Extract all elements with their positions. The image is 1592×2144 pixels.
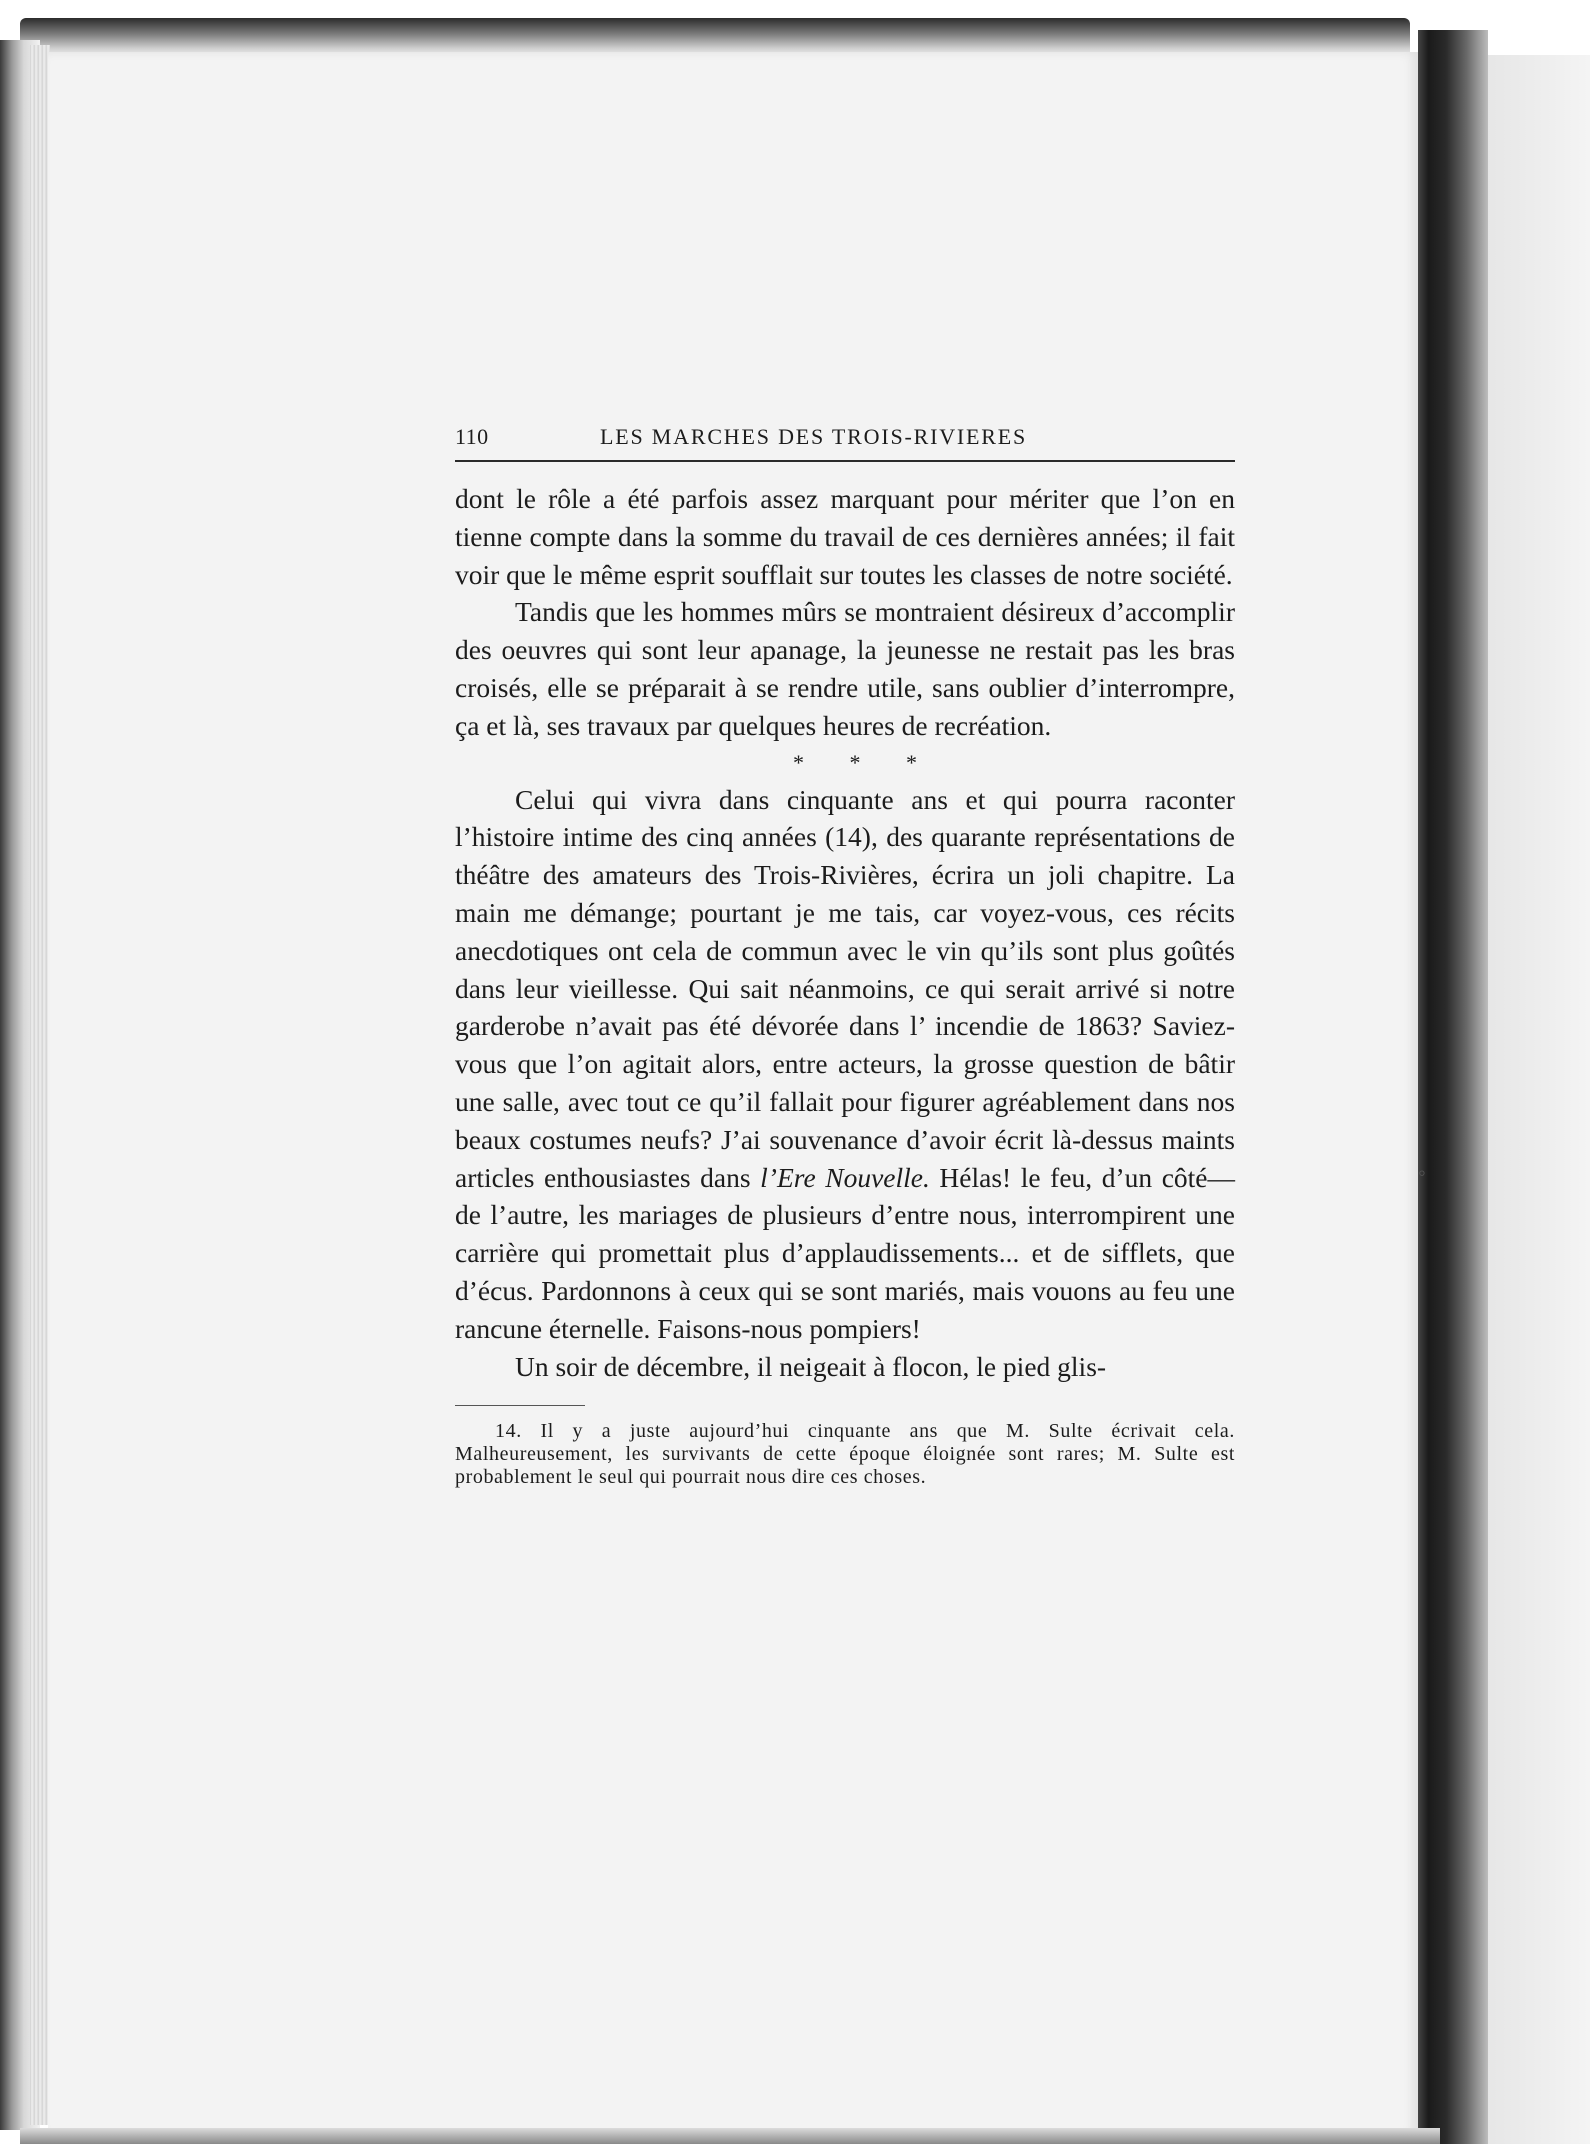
body-text — [455, 480, 1235, 1385]
page-number: 110 — [455, 424, 489, 449]
paragraph-3-text-b: Hélas! le feu, d’un côté—de l’autre, les mariages de plusieurs d’entre nous, interrompirent une carrière qui promettait plus d’applaudissements... et de sifflets, que d’écus. Pardonnons à ceux qui se sont mariés, mais vouons au feu une rancune éternelle. Faisons-nous pompiers! — [455, 1161, 1235, 1344]
running-head — [455, 420, 1235, 462]
footnote-14: 14. Il y a juste aujourd’hui cinquante ans que M. Sulte écrivait cela. Malheureusement, les survivants de cette époque éloignée sont rares; M. Sulte est probablement le seul qui pourrait nous dire ces choses. — [455, 1420, 1235, 1489]
paragraph-3 — [455, 781, 1235, 1348]
gutter-ring-mark: ◦ — [1418, 1160, 1426, 1185]
paragraph-3-text-a: Celui qui vivra dans cinquante ans et qui pourra raconter l’histoire intime des cinq années (14), des quarante représentations de théâtre des amateurs des Trois-Rivières, écrira un joli chapitre. La main me démange; pourtant je me tais, car voyez-vous, ces récits anecdotiques ont cela de commun avec le vin qu’ils sont plus goûtés dans leur vieillesse. Qui sait néanmoins, ce qui serait arrivé si notre garderobe n’avait pas été dévorée dans l’ incendie de 1863? Saviez-vous que l’on agitait alors, entre acteurs, la grosse question de bâtir une salle, avec tout ce qu’il fallait pour figurer agréablement dans nos beaux costumes neufs? J’ai souvenance d’avoir écrit là-dessus maints articles enthousiastes dans — [455, 783, 1235, 1193]
book-spine-gutter — [1418, 30, 1488, 2144]
page-stack-edge — [30, 45, 50, 2125]
paragraph-4: Un soir de décembre, il neigeait à flocon, le pied glis- — [515, 1350, 1107, 1382]
book-bottom-edge — [20, 2128, 1440, 2144]
footnote-rule — [455, 1405, 585, 1406]
paragraph-2: Tandis que les hommes mûrs se montraient désireux d’accomplir des oeuvres qui sont leur apanage, la jeunesse ne restait pas les bras croisés, elle se préparait à se rendre utile, sans oublier d’interrompre, ça et là, ses travaux par quelques heures de recréation. — [455, 596, 1235, 741]
running-title: LES MARCHES DES TROIS-RIVIERES — [600, 424, 1028, 449]
printed-text-block — [455, 420, 1235, 1489]
paragraph-3-italic-title: l’Ere Nouvelle. — [760, 1161, 930, 1193]
paragraph-1: dont le rôle a été parfois assez marquant pour mériter que l’on en tienne compte dans la somme du travail de ces dernières années; il fait voir que le même esprit soufflait sur toutes les classes de notre société. — [455, 483, 1235, 590]
book-top-edge — [20, 18, 1410, 56]
section-break-asterism: * * * — [793, 749, 937, 775]
